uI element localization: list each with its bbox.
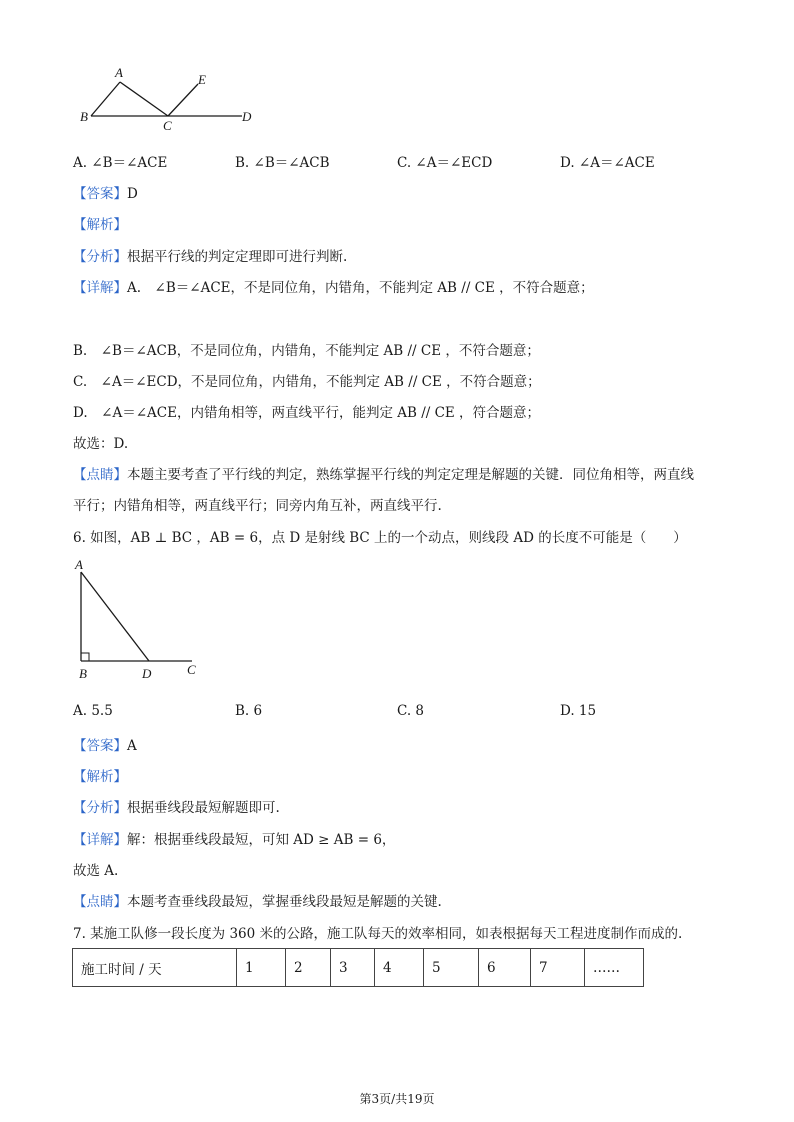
figure-right-triangle — [70, 556, 210, 684]
q5-detail-line-2: B. ∠B＝∠ACB，不是同位角，内错角，不能判定 AB // CE ，不符合题意； — [73, 343, 540, 359]
table-cell: 6 — [479, 949, 531, 987]
q6-fenxi — [73, 796, 280, 816]
fig1-label-d: D — [242, 109, 252, 124]
q5-comment-line-2: 平行；内错角相等，两直线平行；同旁内角互补，两直线平行. — [73, 498, 442, 514]
q5-detail-line-3: C. ∠A＝∠ECD，不是同位角，内错角，不能判定 AB // CE ，不符合题意； — [73, 374, 541, 390]
table-cell: 3 — [331, 949, 375, 987]
q7-stem: 7. 某施工队修一段长度为 360 米的公路，施工队每天的效率相同，如表根据每天工程进度制作而成的. — [73, 926, 683, 942]
table-cell: 1 — [237, 949, 286, 987]
fig1-label-b: B — [80, 109, 88, 124]
comment-tag: 【点睛】 — [73, 467, 127, 483]
q5-comment-line-1 — [73, 463, 694, 483]
table-row — [73, 949, 644, 987]
fig2-label-d: D — [142, 666, 152, 681]
comment-text: 本题主要考查了平行线的判定，熟练掌握平行线的判定定理是解题的关键．同位角相等，两直线 — [127, 467, 694, 483]
figure-angle-diagram — [74, 62, 274, 134]
q5-answer — [73, 182, 138, 202]
q6-analysis-tag: 【解析】 — [73, 769, 127, 785]
detail-tag: 【详解】 — [73, 280, 127, 296]
answer-tag: 【答案】 — [73, 186, 127, 202]
q6-option-c: C. 8 — [397, 703, 425, 719]
detail-tag: 【详解】 — [73, 832, 127, 848]
answer-value: A — [127, 738, 137, 754]
page-footer: 第3页/共19页 — [359, 1092, 435, 1106]
fig1-label-c: C — [163, 118, 172, 133]
table-cell: 5 — [424, 949, 479, 987]
fenxi-text: 根据垂线段最短解题即可. — [127, 800, 280, 816]
q6-conclusion: 故选 A. — [73, 863, 119, 879]
comment-text: 本题考查垂线段最短，掌握垂线段最短是解题的关键. — [127, 894, 442, 910]
fig1-label-a: A — [115, 65, 123, 80]
answer-tag: 【答案】 — [73, 738, 127, 754]
q5-option-a: A. ∠B＝∠ACE — [73, 155, 168, 171]
q5-detail-line-1 — [73, 276, 594, 296]
fenxi-text: 根据平行线的判定定理即可进行判断. — [127, 249, 348, 265]
detail-text: A. ∠B＝∠ACE，不是同位角，内错角，不能判定 AB // CE ，不符合题意； — [127, 280, 594, 296]
q5-option-c: C. ∠A＝∠ECD — [397, 155, 493, 171]
q6-comment — [73, 890, 442, 910]
fig1-label-e: E — [198, 72, 206, 87]
q6-option-a: A. 5.5 — [73, 703, 113, 719]
q5-option-d: D. ∠A＝∠ACE — [560, 155, 655, 171]
table-cell: 4 — [375, 949, 424, 987]
q5-conclusion: 故选：D. — [73, 436, 129, 452]
fenxi-tag: 【分析】 — [73, 249, 127, 265]
q5-analysis-tag: 【解析】 — [73, 217, 127, 233]
q6-stem: 6. 如图，AB ⊥ BC ，AB = 6，点 D 是射线 BC 上的一个动点，则线段 AD 的长度不可能是（ ） — [73, 530, 687, 546]
table-header-cell: 施工时间 / 天 — [73, 949, 237, 987]
table-cell: 2 — [286, 949, 331, 987]
q6-option-d: D. 15 — [560, 703, 597, 719]
q5-option-b: B. ∠B＝∠ACB — [235, 155, 330, 171]
progress-table — [72, 948, 644, 987]
table-cell: 7 — [531, 949, 585, 987]
q5-fenxi — [73, 245, 347, 265]
table-cell: …… — [585, 949, 644, 987]
comment-tag: 【点睛】 — [73, 894, 127, 910]
q6-answer — [73, 734, 137, 754]
fig2-label-c: C — [187, 662, 196, 677]
fenxi-tag: 【分析】 — [73, 800, 127, 816]
fig2-label-a: A — [75, 557, 83, 572]
q5-detail-line-4: D. ∠A＝∠ACE，内错角相等，两直线平行，能判定 AB // CE ，符合题意； — [73, 405, 541, 421]
fig2-label-b: B — [79, 666, 87, 681]
q6-detail — [73, 828, 395, 848]
q6-option-b: B. 6 — [235, 703, 263, 719]
detail-text: 解：根据垂线段最短，可知 AD ≥ AB = 6， — [127, 832, 396, 848]
answer-value: D — [127, 186, 138, 202]
